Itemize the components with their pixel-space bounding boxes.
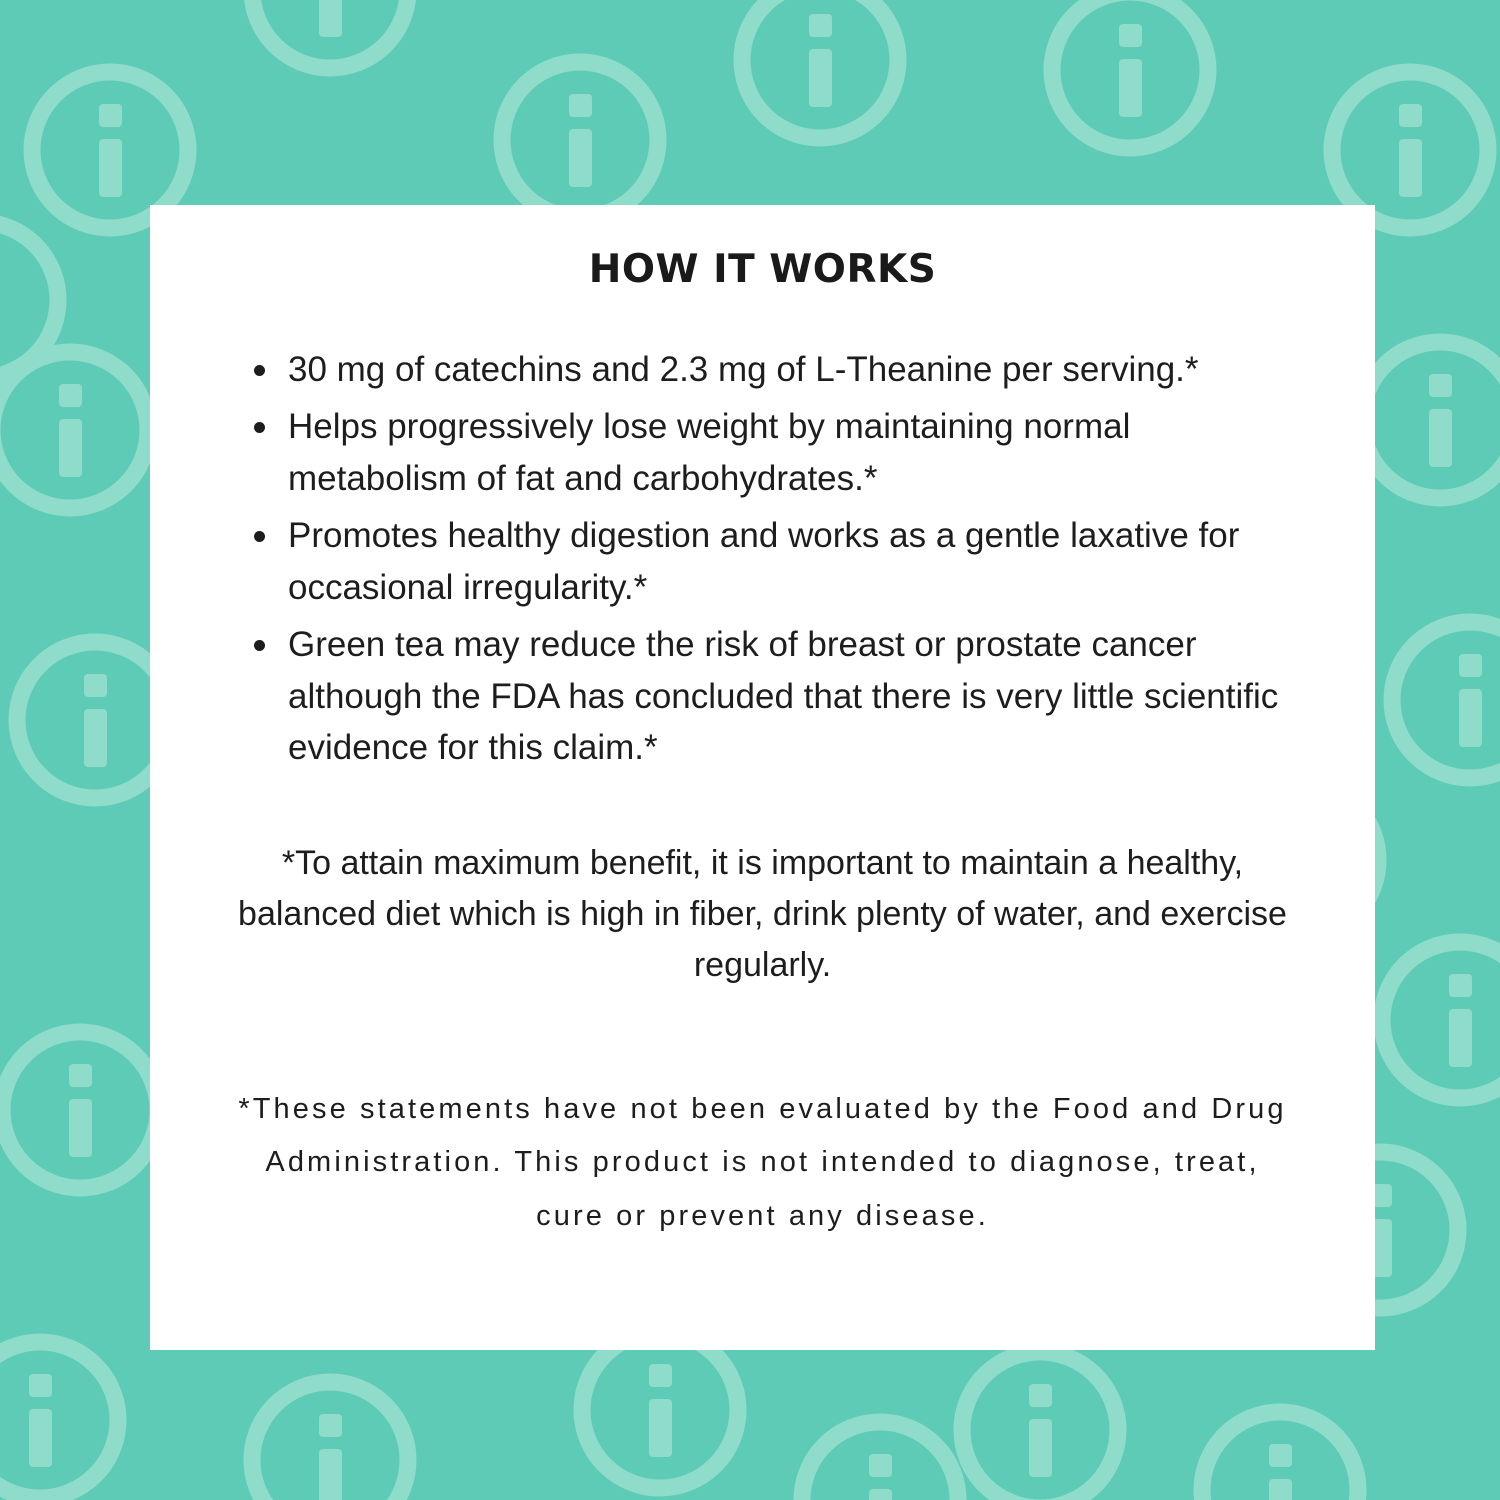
page-title: HOW IT WORKS bbox=[588, 247, 937, 292]
fda-disclaimer: *These statements have not been evaluated by the Food and Drug Administration. This product is not intended to diagnose, treat, cure or prevent any disease. bbox=[238, 1092, 1287, 1232]
list-item: 30 mg of catechins and 2.3 mg of L-Theanine per serving.* bbox=[288, 344, 1295, 395]
how-it-works-card bbox=[150, 205, 1375, 1350]
benefits-list bbox=[210, 344, 1315, 774]
list-item: Promotes healthy digestion and works as a gentle laxative for occasional irregularity.* bbox=[288, 510, 1295, 613]
list-item: Green tea may reduce the risk of breast or prostate cancer although the FDA has concluded that there is very little scientific evidence for this claim.* bbox=[288, 619, 1295, 773]
benefit-footnote: *To attain maximum benefit, it is important to maintain a healthy, balanced diet which is high in fiber, drink plenty of water, and exercise regularly. bbox=[238, 843, 1287, 984]
list-item: Helps progressively lose weight by maintaining normal metabolism of fat and carbohydrates.* bbox=[288, 401, 1295, 504]
